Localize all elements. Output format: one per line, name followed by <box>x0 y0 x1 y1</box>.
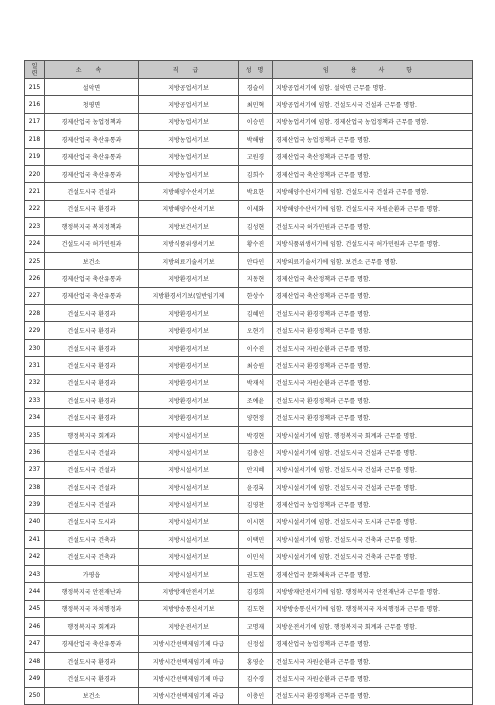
row-appointment-matter: 건설도시국 환경정책과 근무를 명함. <box>273 357 473 374</box>
row-grade: 지방시간선택제임기제 라급 <box>139 687 239 704</box>
row-person-name: 오현기 <box>239 322 273 339</box>
row-grade: 지방시설서기보 <box>139 461 239 478</box>
row-grade: 지방환경서기보 <box>139 322 239 339</box>
table-body <box>25 79 473 705</box>
row-department: 건설도시국 건설과 <box>45 183 139 200</box>
row-appointment-matter: 건설도시국 환경정책과 근무를 명함. <box>273 392 473 409</box>
row-appointment-matter: 경제산업국 문화체육과 근무를 명함. <box>273 565 473 582</box>
row-serial-number: 233 <box>25 392 45 409</box>
row-grade: 지방시설서기보 <box>139 531 239 548</box>
table-row <box>25 218 473 235</box>
row-serial-number: 229 <box>25 322 45 339</box>
row-appointment-matter: 지방공업서기에 임함. 건설도시국 건설과 근무를 명함. <box>273 96 473 113</box>
table-row <box>25 618 473 635</box>
row-appointment-matter: 경제산업국 농업정책과 근무를 명함. <box>273 635 473 652</box>
table-row <box>25 635 473 652</box>
row-appointment-matter: 건설도시국 자원순환과 근무를 명함. <box>273 374 473 391</box>
row-grade: 지방시설서기보 <box>139 513 239 530</box>
row-person-name: 김경희 <box>239 583 273 600</box>
table-row <box>25 183 473 200</box>
row-department: 행정복지국 복지정책과 <box>45 218 139 235</box>
table-row <box>25 392 473 409</box>
row-appointment-matter: 건설도시국 환경정책과 근무를 명함. <box>273 305 473 322</box>
row-person-name: 김성현 <box>239 218 273 235</box>
table-row <box>25 96 473 113</box>
table-row <box>25 252 473 269</box>
row-department: 행정복지국 회계과 <box>45 618 139 635</box>
table-row <box>25 113 473 130</box>
row-department: 건설도시국 건설과 <box>45 478 139 495</box>
row-department: 가평읍 <box>45 565 139 582</box>
row-department: 경제산업국 축산유통과 <box>45 165 139 182</box>
row-department: 건설도시국 건축과 <box>45 548 139 565</box>
row-department: 경제산업국 농업정책과 <box>45 113 139 130</box>
row-department: 건설도시국 건설과 <box>45 496 139 513</box>
row-department: 건설도시국 환경과 <box>45 305 139 322</box>
row-serial-number: 243 <box>25 565 45 582</box>
personnel-table-container <box>24 60 472 705</box>
row-person-name: 고원경 <box>239 148 273 165</box>
row-serial-number: 223 <box>25 218 45 235</box>
header-name: 성 명 <box>239 61 273 79</box>
row-department: 건설도시국 도시과 <box>45 513 139 530</box>
row-appointment-matter: 지방시설서기에 임함. 건설도시국 건설과 근무를 명함. <box>273 478 473 495</box>
row-serial-number: 234 <box>25 409 45 426</box>
row-appointment-matter: 지방방재안전서기에 임함. 행정복지국 안전재난과 근무를 명함. <box>273 583 473 600</box>
row-person-name: 양현정 <box>239 409 273 426</box>
row-serial-number: 231 <box>25 357 45 374</box>
row-department: 설악면 <box>45 79 139 96</box>
header-appointment-matter: 임 용 사 항 <box>273 61 473 79</box>
row-appointment-matter: 지방운전서기에 임함. 행정복지국 회계과 근무를 명함. <box>273 618 473 635</box>
row-grade: 지방환경서기보 <box>139 305 239 322</box>
row-serial-number: 222 <box>25 200 45 217</box>
table-row <box>25 496 473 513</box>
row-serial-number: 220 <box>25 165 45 182</box>
row-department: 건설도시국 환경과 <box>45 670 139 687</box>
row-appointment-matter: 지방방송통신서기에 임함. 행정복지국 자치행정과 근무를 명함. <box>273 600 473 617</box>
row-grade: 지방공업서기보 <box>139 96 239 113</box>
row-person-name: 이세화 <box>239 200 273 217</box>
row-grade: 지방환경서기보 <box>139 374 239 391</box>
row-serial-number: 247 <box>25 635 45 652</box>
row-person-name: 이민석 <box>239 548 273 565</box>
row-person-name: 박해람 <box>239 131 273 148</box>
table-row <box>25 531 473 548</box>
table-row <box>25 461 473 478</box>
row-person-name: 김충신 <box>239 444 273 461</box>
row-grade: 지방의료기술서기보 <box>139 252 239 269</box>
row-appointment-matter: 지방시설서기에 임함. 행정복지국 회계과 근무를 명함. <box>273 426 473 443</box>
table-row <box>25 374 473 391</box>
row-person-name: 조예윤 <box>239 392 273 409</box>
row-person-name: 신정섭 <box>239 635 273 652</box>
row-grade: 지방환경서기보 <box>139 392 239 409</box>
row-person-name: 이수진 <box>239 339 273 356</box>
row-appointment-matter: 건설도시국 환경정책과 근무를 명함. <box>273 687 473 704</box>
row-person-name: 김도현 <box>239 600 273 617</box>
table-row <box>25 478 473 495</box>
row-grade: 지방시간선택제임기제 다급 <box>139 635 239 652</box>
header-serial-number <box>25 61 45 79</box>
table-row <box>25 165 473 182</box>
row-department: 건설도시국 환경과 <box>45 409 139 426</box>
row-serial-number: 240 <box>25 513 45 530</box>
row-grade: 지방방재안전서기보 <box>139 583 239 600</box>
row-department: 경제산업국 축산유통과 <box>45 270 139 287</box>
row-appointment-matter: 지방시설서기에 임함. 건설도시국 건설과 근무를 명함. <box>273 444 473 461</box>
row-department: 행정복지국 자치행정과 <box>45 600 139 617</box>
table-row <box>25 322 473 339</box>
row-department: 건설도시국 건축과 <box>45 531 139 548</box>
row-grade: 지방공업서기보 <box>139 79 239 96</box>
row-person-name: 이시현 <box>239 513 273 530</box>
row-appointment-matter: 경제산업국 축산정책과 근무를 명함. <box>273 148 473 165</box>
row-serial-number: 250 <box>25 687 45 704</box>
row-serial-number: 216 <box>25 96 45 113</box>
row-grade: 지방환경서기보 <box>139 357 239 374</box>
row-department: 보건소 <box>45 687 139 704</box>
row-appointment-matter: 경제산업국 농업정책과 근무를 명함. <box>273 496 473 513</box>
header-serial-number-text: 일 련 <box>31 62 38 77</box>
table-row <box>25 444 473 461</box>
row-appointment-matter: 건설도시국 자원순환과 근무를 명함. <box>273 670 473 687</box>
row-serial-number: 241 <box>25 531 45 548</box>
row-person-name: 한상수 <box>239 287 273 304</box>
table-row <box>25 583 473 600</box>
row-grade: 지방환경서기보 <box>139 270 239 287</box>
table-row <box>25 652 473 669</box>
row-person-name: 최승원 <box>239 357 273 374</box>
row-grade: 지방시설서기보 <box>139 478 239 495</box>
row-person-name: 홍영순 <box>239 652 273 669</box>
row-serial-number: 232 <box>25 374 45 391</box>
row-person-name: 안지혜 <box>239 461 273 478</box>
table-row <box>25 200 473 217</box>
personnel-appointment-table <box>24 60 473 705</box>
row-serial-number: 239 <box>25 496 45 513</box>
row-appointment-matter: 지방농업서기에 임함. 경제산업국 농업정책과 근무를 명함. <box>273 113 473 130</box>
row-serial-number: 227 <box>25 287 45 304</box>
row-person-name: 김수경 <box>239 670 273 687</box>
row-grade: 지방보건서기보 <box>139 218 239 235</box>
table-row <box>25 357 473 374</box>
row-serial-number: 228 <box>25 305 45 322</box>
row-department: 건설도시국 허가민원과 <box>45 235 139 252</box>
row-person-name: 박재석 <box>239 374 273 391</box>
table-row <box>25 670 473 687</box>
row-appointment-matter: 건설도시국 허가민원과 근무를 명함. <box>273 218 473 235</box>
table-row <box>25 687 473 704</box>
row-person-name: 김혜인 <box>239 305 273 322</box>
header-department: 소 속 <box>45 61 139 79</box>
row-serial-number: 217 <box>25 113 45 130</box>
row-grade: 지방방송통신서기보 <box>139 600 239 617</box>
row-person-name: 황수진 <box>239 235 273 252</box>
row-serial-number: 249 <box>25 670 45 687</box>
row-appointment-matter: 지방시설서기에 임함. 건설도시국 건축과 근무를 명함. <box>273 531 473 548</box>
row-grade: 지방환경서기보(일반임기제 <box>139 287 239 304</box>
row-appointment-matter: 건설도시국 자원순환과 근무를 명함. <box>273 339 473 356</box>
row-person-name: 김희수 <box>239 165 273 182</box>
row-department: 건설도시국 환경과 <box>45 374 139 391</box>
row-department: 건설도시국 환경과 <box>45 200 139 217</box>
row-appointment-matter: 경제산업국 축산정책과 근무를 명함. <box>273 165 473 182</box>
row-serial-number: 237 <box>25 461 45 478</box>
row-person-name: 박요한 <box>239 183 273 200</box>
header-grade: 직 급 <box>139 61 239 79</box>
row-appointment-matter: 지방시설서기에 임함. 건설도시국 도시과 근무를 명함. <box>273 513 473 530</box>
row-appointment-matter: 지방시설서기에 임함. 건설도시국 건설과 근무를 명함. <box>273 461 473 478</box>
row-grade: 지방시설서기보 <box>139 496 239 513</box>
row-serial-number: 236 <box>25 444 45 461</box>
row-department: 경제산업국 축산유통과 <box>45 148 139 165</box>
row-department: 건설도시국 환경과 <box>45 357 139 374</box>
row-grade: 지방해양수산서기보 <box>139 200 239 217</box>
row-person-name: 김영찬 <box>239 496 273 513</box>
row-person-name: 고명재 <box>239 618 273 635</box>
row-serial-number: 218 <box>25 131 45 148</box>
row-appointment-matter: 경제산업국 농업정책과 근무를 명함. <box>273 131 473 148</box>
row-person-name: 최민혁 <box>239 96 273 113</box>
row-serial-number: 219 <box>25 148 45 165</box>
row-grade: 지방해양수산서기보 <box>139 183 239 200</box>
row-appointment-matter: 지방공업서기에 임함. 설악면 근무를 명함. <box>273 79 473 96</box>
row-serial-number: 245 <box>25 600 45 617</box>
row-appointment-matter: 지방시설서기에 임함. 건설도시국 건축과 근무를 명함. <box>273 548 473 565</box>
row-person-name: 경슬이 <box>239 79 273 96</box>
row-appointment-matter: 경제산업국 축산정책과 근무를 명함. <box>273 270 473 287</box>
table-row <box>25 600 473 617</box>
table-header-row <box>25 61 473 79</box>
row-person-name: 이승민 <box>239 113 273 130</box>
row-department: 경제산업국 축산유통과 <box>45 131 139 148</box>
row-department: 청평면 <box>45 96 139 113</box>
row-grade: 지방농업서기보 <box>139 165 239 182</box>
row-serial-number: 238 <box>25 478 45 495</box>
row-department: 건설도시국 건설과 <box>45 444 139 461</box>
row-grade: 지방운전서기보 <box>139 618 239 635</box>
row-person-name: 지동현 <box>239 270 273 287</box>
table-row <box>25 339 473 356</box>
row-department: 경제산업국 축산유통과 <box>45 635 139 652</box>
row-appointment-matter: 지방식품위생서기에 임함. 건설도시국 허가민원과 근무를 명함. <box>273 235 473 252</box>
table-row <box>25 426 473 443</box>
row-appointment-matter: 건설도시국 자원순환과 근무를 명함. <box>273 652 473 669</box>
table-row <box>25 305 473 322</box>
row-serial-number: 225 <box>25 252 45 269</box>
table-row <box>25 235 473 252</box>
row-department: 행정복지국 회계과 <box>45 426 139 443</box>
row-appointment-matter: 경제산업국 축산정책과 근무를 명함. <box>273 287 473 304</box>
row-grade: 지방시간선택제임기제 마급 <box>139 652 239 669</box>
row-serial-number: 230 <box>25 339 45 356</box>
row-department: 건설도시국 환경과 <box>45 392 139 409</box>
row-grade: 지방시설서기보 <box>139 565 239 582</box>
row-serial-number: 224 <box>25 235 45 252</box>
row-serial-number: 244 <box>25 583 45 600</box>
table-row <box>25 513 473 530</box>
table-row <box>25 131 473 148</box>
table-row <box>25 409 473 426</box>
row-grade: 지방시설서기보 <box>139 426 239 443</box>
row-person-name: 이충인 <box>239 687 273 704</box>
row-appointment-matter: 지방해양수산서기에 임함. 건설도시국 자원순환과 근무를 명함. <box>273 200 473 217</box>
row-department: 행정복지국 안전재난과 <box>45 583 139 600</box>
row-person-name: 이택민 <box>239 531 273 548</box>
table-row <box>25 148 473 165</box>
row-serial-number: 235 <box>25 426 45 443</box>
row-grade: 지방환경서기보 <box>139 409 239 426</box>
row-grade: 지방시설서기보 <box>139 548 239 565</box>
row-department: 건설도시국 건설과 <box>45 461 139 478</box>
row-appointment-matter: 건설도시국 환경정책과 근무를 명함. <box>273 322 473 339</box>
row-serial-number: 248 <box>25 652 45 669</box>
row-person-name: 박경현 <box>239 426 273 443</box>
row-serial-number: 242 <box>25 548 45 565</box>
row-appointment-matter: 지방해양수산서기에 임함. 건설도시국 건설과 근무를 명함. <box>273 183 473 200</box>
row-serial-number: 226 <box>25 270 45 287</box>
table-row <box>25 270 473 287</box>
row-grade: 지방농업서기보 <box>139 131 239 148</box>
row-department: 보건소 <box>45 252 139 269</box>
table-row <box>25 287 473 304</box>
row-person-name: 안다인 <box>239 252 273 269</box>
row-grade: 지방농업서기보 <box>139 113 239 130</box>
row-serial-number: 246 <box>25 618 45 635</box>
row-department: 건설도시국 환경과 <box>45 652 139 669</box>
table-row <box>25 79 473 96</box>
row-serial-number: 221 <box>25 183 45 200</box>
row-grade: 지방시설서기보 <box>139 444 239 461</box>
row-person-name: 윤경록 <box>239 478 273 495</box>
row-grade: 지방환경서기보 <box>139 339 239 356</box>
row-grade: 지방농업서기보 <box>139 148 239 165</box>
row-department: 건설도시국 환경과 <box>45 322 139 339</box>
row-person-name: 권도현 <box>239 565 273 582</box>
row-department: 경제산업국 축산유통과 <box>45 287 139 304</box>
row-serial-number: 215 <box>25 79 45 96</box>
table-row <box>25 565 473 582</box>
row-grade: 지방시간선택제임기제 마급 <box>139 670 239 687</box>
row-appointment-matter: 지방의료기술서기에 임함. 보건소 근무를 명함. <box>273 252 473 269</box>
row-grade: 지방식품위생서기보 <box>139 235 239 252</box>
row-appointment-matter: 건설도시국 환경정책과 근무를 명함. <box>273 409 473 426</box>
table-row <box>25 548 473 565</box>
row-department: 건설도시국 환경과 <box>45 339 139 356</box>
